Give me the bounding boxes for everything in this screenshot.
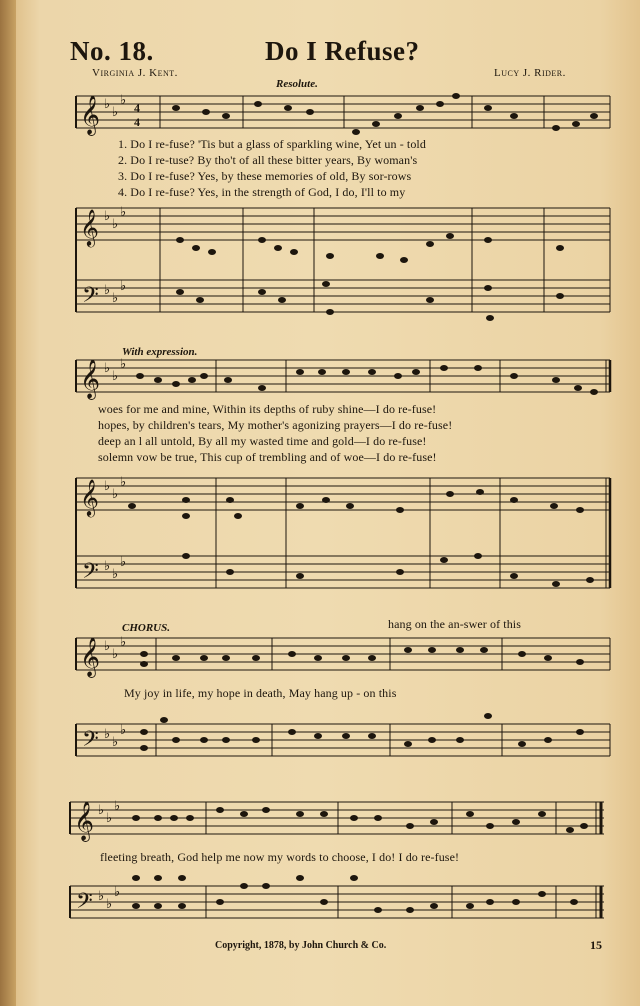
svg-text:♭: ♭ — [112, 646, 119, 661]
svg-text:♭: ♭ — [104, 726, 111, 741]
hymn-title: Do I Refuse? — [265, 36, 420, 66]
svg-text:♭: ♭ — [104, 208, 111, 223]
svg-text:♭: ♭ — [120, 634, 127, 649]
svg-text:♭: ♭ — [106, 896, 113, 911]
svg-text:𝄢: 𝄢 — [76, 889, 93, 918]
svg-text:♭: ♭ — [104, 96, 111, 111]
verse-3-line-2: deep an l all untold, By all my wasted time and gold—I do re-fuse! — [98, 434, 427, 448]
svg-text:𝄞: 𝄞 — [80, 95, 101, 135]
svg-text:𝄞: 𝄞 — [80, 479, 99, 515]
chorus-marking: CHORUS. — [122, 622, 170, 634]
chorus-upper-lyric: hang on the an-swer of this — [388, 617, 522, 631]
svg-text:♭: ♭ — [98, 802, 105, 817]
svg-text:𝄞: 𝄞 — [80, 209, 99, 245]
verse-2-line-1: 2. Do I re-tuse? By tho't of all these bitter years, By woman's — [118, 153, 418, 167]
svg-text:♭: ♭ — [112, 486, 119, 501]
svg-text:♭: ♭ — [114, 884, 121, 899]
staff-system-2-lower — [0, 470, 640, 610]
staff-system-2-treble — [0, 350, 640, 402]
verse-2-line-2: hopes, by children's tears, My mother's agonizing prayers—I do re-fuse! — [98, 418, 453, 432]
svg-text:♭: ♭ — [112, 566, 119, 581]
verse-4-line-2: solemn vow be true, This cup of trembling and of woe—I do re-fuse! — [98, 450, 437, 464]
copyright-notice: Copyright, 1878, by John Church & Co. — [215, 940, 387, 951]
svg-text:♭: ♭ — [120, 722, 127, 737]
verse-3-line-1: 3. Do I re-fuse? Yes, by these memories of old, By sor-rows — [118, 169, 412, 183]
expression-marking: With expression. — [122, 346, 198, 358]
svg-text:♭: ♭ — [120, 554, 127, 569]
tempo-marking: Resolute. — [276, 78, 318, 90]
svg-text:𝄞: 𝄞 — [80, 639, 101, 676]
svg-text:♭: ♭ — [104, 360, 111, 375]
lyricist-credit: Virginia J. Kent. — [92, 67, 178, 79]
staff-system-3-treble — [0, 628, 640, 684]
svg-text:♭: ♭ — [106, 810, 113, 825]
verse-4-line-1: 4. Do I re-fuse? Yes, in the strength of God, I do, I'll to my — [118, 185, 406, 199]
verse-1-line-1: 1. Do I re-fuse? 'Tis but a glass of sparkling wine, Yet un - told — [118, 137, 426, 151]
svg-text:♭: ♭ — [104, 638, 111, 653]
svg-text:♭: ♭ — [112, 368, 119, 383]
svg-text:♭: ♭ — [104, 478, 111, 493]
svg-text:♭: ♭ — [104, 282, 111, 297]
svg-text:𝄢: 𝄢 — [82, 559, 99, 588]
svg-text:♭: ♭ — [120, 474, 127, 489]
svg-text:𝄢: 𝄢 — [82, 283, 99, 312]
svg-text:♭: ♭ — [120, 356, 127, 371]
svg-text:♭: ♭ — [112, 216, 119, 231]
staff-system-1-lower — [0, 200, 640, 330]
svg-text:♭: ♭ — [120, 278, 127, 293]
svg-text:♭: ♭ — [120, 204, 127, 219]
svg-text:♭: ♭ — [114, 798, 121, 813]
svg-text:♭: ♭ — [112, 290, 119, 305]
svg-text:♭: ♭ — [112, 734, 119, 749]
staff-system-4-treble — [0, 790, 640, 850]
svg-text:♭: ♭ — [104, 558, 111, 573]
staff-system-4-bass — [0, 866, 640, 936]
svg-text:4: 4 — [134, 101, 140, 115]
composer-credit: Lucy J. Rider. — [494, 67, 566, 79]
hymn-number: No. 18. — [70, 36, 154, 66]
chorus-lower-lyric: My joy in life, my hope in death, May hang up - on this — [124, 686, 397, 700]
page-number: 15 — [590, 938, 602, 952]
svg-text:𝄢: 𝄢 — [82, 727, 99, 756]
svg-text:♭: ♭ — [98, 888, 105, 903]
svg-text:4: 4 — [134, 115, 140, 129]
svg-text:♭: ♭ — [112, 104, 119, 119]
verse-1-line-2: woes for me and mine, Within its depths of ruby shine—I do re-fuse! — [98, 402, 437, 416]
svg-text:𝄞: 𝄞 — [74, 803, 95, 840]
staff-system-3-bass — [0, 704, 640, 784]
svg-text:♭: ♭ — [120, 92, 127, 107]
svg-text:𝄞: 𝄞 — [80, 361, 101, 398]
chorus-final-lyric: fleeting breath, God help me now my words to choose, I do! I do re-fuse! — [100, 850, 460, 864]
